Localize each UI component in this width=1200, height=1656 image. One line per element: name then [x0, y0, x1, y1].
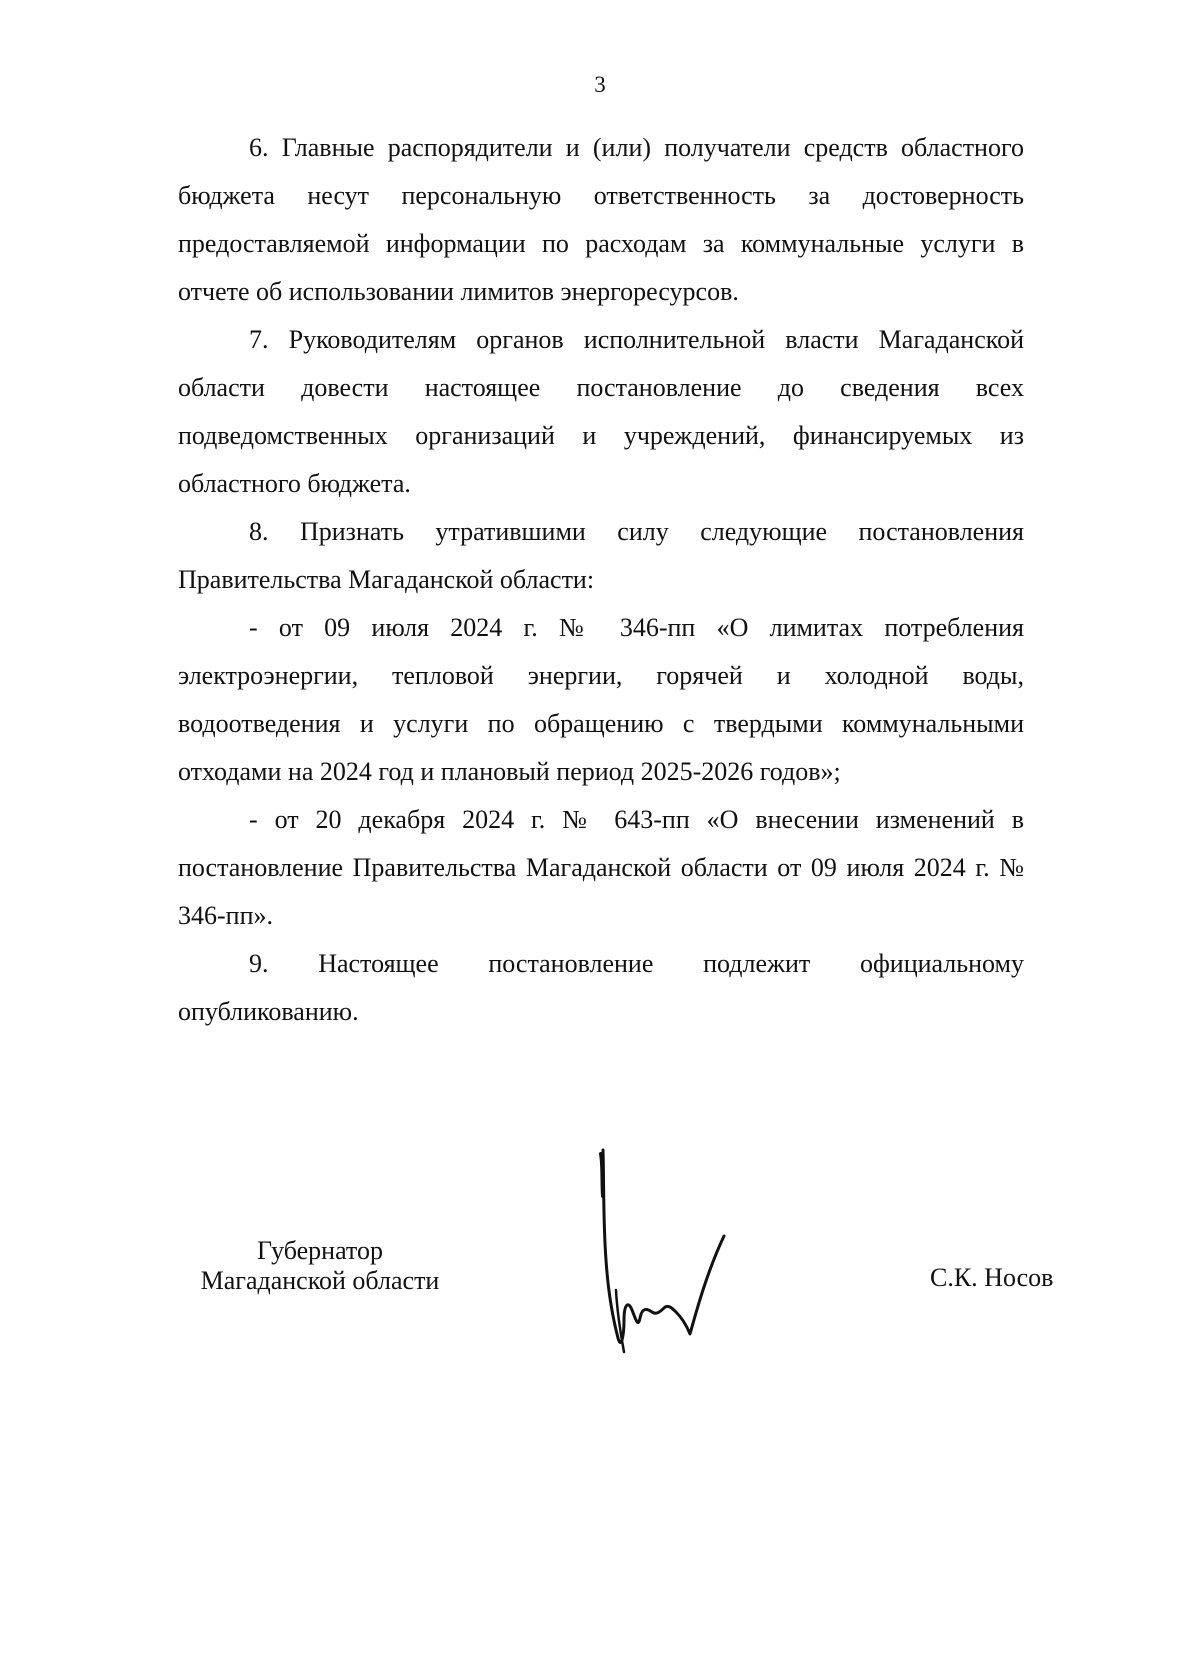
signer-position-line-1: Губернатор — [257, 1236, 383, 1265]
document-body — [178, 124, 1024, 1036]
handwritten-signature — [590, 1140, 770, 1380]
signer-position-line-2: Магаданской области — [200, 1266, 440, 1295]
page-number: 3 — [594, 72, 606, 97]
paragraph-8-item-1: - от 09 июля 2024 г. № 346-пп «О лимитах потребления электроэнергии, тепловой энергии, горячей и холодной воды, водоотведения и услуги по обращению с твердыми коммунальными отходами на 2024 год и плановый период 2025-2026 годов»; — [178, 613, 1024, 786]
paragraph-8: 8. Признать утратившими силу следующие постановления Правительства Магаданской области: — [178, 517, 1024, 594]
paragraph-7: 7. Руководителям органов исполнительной власти Магаданской области довести настоящее постановление до сведения всех подведомственных организаций и учреждений, финансируемых из областного бюджета. — [178, 325, 1024, 498]
paragraph-9: 9. Настоящее постановление подлежит официальному опубликованию. — [178, 949, 1024, 1026]
signer-position — [180, 1236, 460, 1296]
signature-block — [0, 1140, 1200, 1400]
signer-name: С.К. Носов — [930, 1263, 1054, 1292]
paragraph-6: 6. Главные распорядители и (или) получатели средств областного бюджета несут персональную ответственность за достоверность предоставляемой информации по расходам за коммунальные услуги в отчете об использовании лимитов энергоресурсов. — [178, 133, 1024, 306]
paragraph-8-item-2: - от 20 декабря 2024 г. № 643-пп «О внесении изменений в постановление Правительства Магаданской области от 09 июля 2024 г. № 346-пп». — [178, 805, 1024, 930]
